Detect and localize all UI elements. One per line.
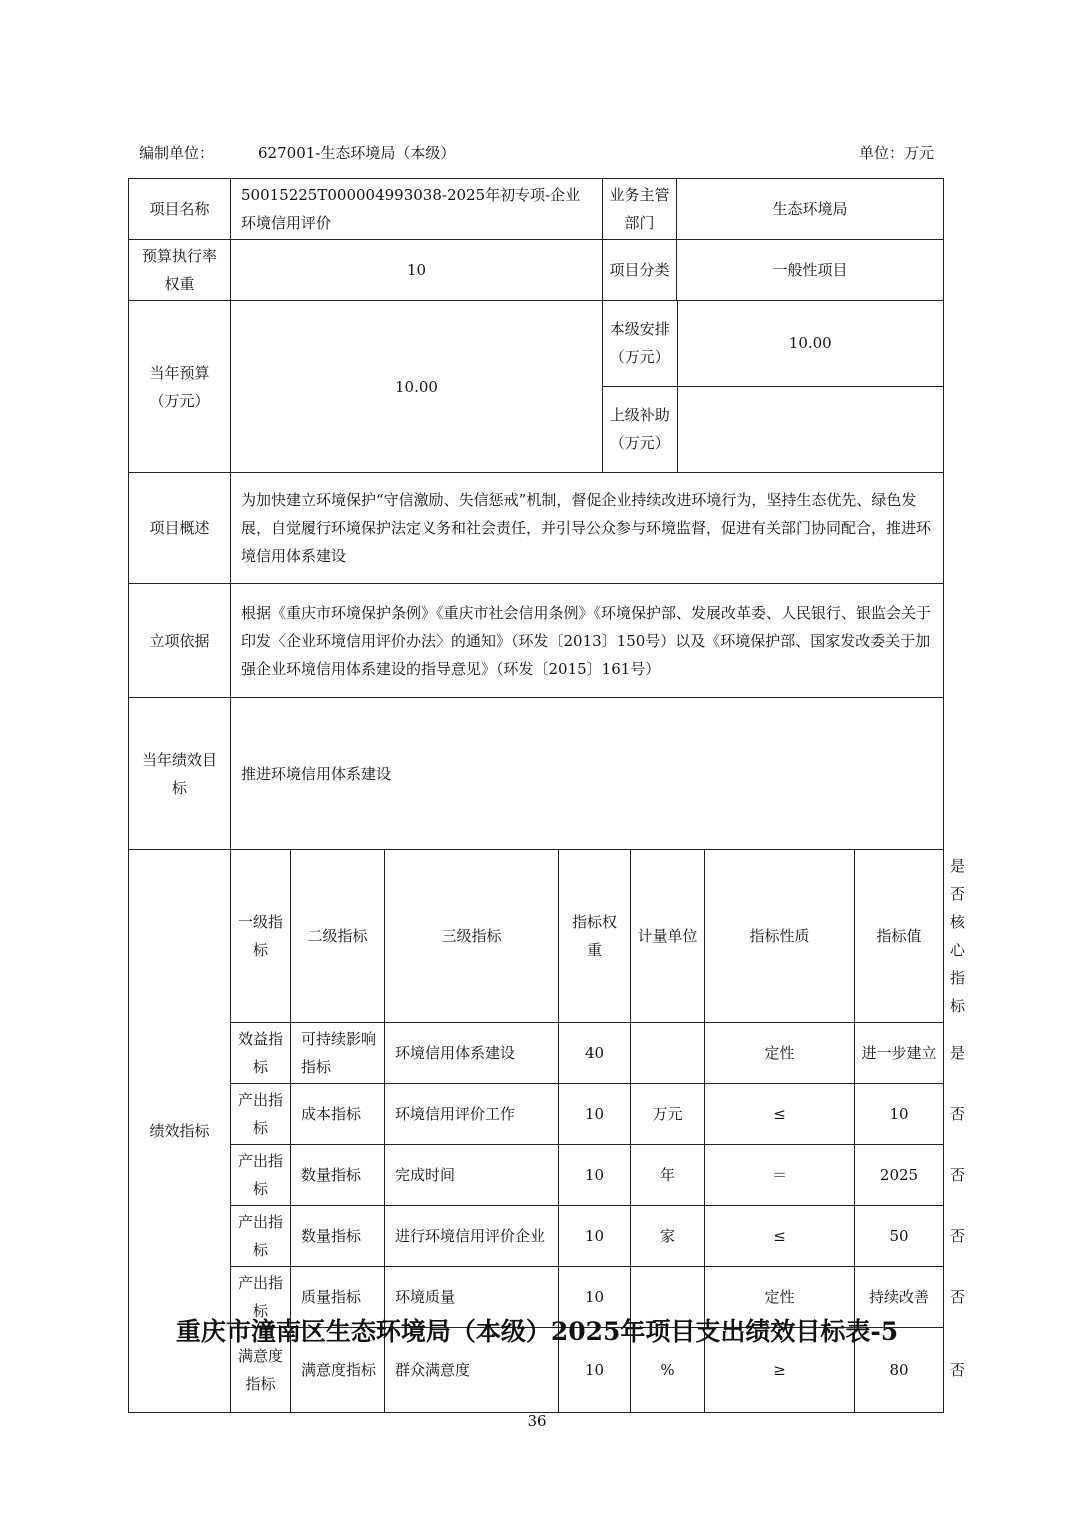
level2-cell: 成本指标 xyxy=(291,1084,385,1145)
level3-cell: 完成时间 xyxy=(385,1145,559,1206)
table-row: 满意度指标 满意度指标 群众满意度 10 % ≥ 80 否 xyxy=(129,1328,944,1413)
unit-cell xyxy=(631,1023,705,1084)
compiling-unit-label: 编制单位： xyxy=(139,144,215,162)
nature-cell: ≤ xyxy=(705,1206,855,1267)
value-cell: 进一步建立 xyxy=(855,1023,944,1084)
overview-value: 为加快建立环境保护“守信激励、失信惩戒”机制，督促企业持续改进环境行为，坚持生态优先、绿色发展，自觉履行环境保护法定义务和社会责任，并引导公众参与环境监督，促进有关部门协同配合，推进环境信用体系建设 xyxy=(231,473,944,584)
table-row: 产出指标 成本指标 环境信用评价工作 10 万元 ≤ 10 否 xyxy=(129,1084,944,1145)
level1-cell: 产出指标 xyxy=(231,1267,291,1328)
table-row: 效益指标 可持续影响指标 环境信用体系建设 40 定性 进一步建立 是 xyxy=(129,1023,944,1084)
value-cell: 持续改善 xyxy=(855,1267,944,1328)
page-number: 36 xyxy=(527,1412,547,1430)
value-cell: 80 xyxy=(855,1328,944,1413)
project-name-label: 项目名称 xyxy=(129,179,231,240)
compiling-unit-value: 627001-生态环境局（本级） xyxy=(258,144,456,162)
unit-cell: 年 xyxy=(631,1145,705,1206)
weight-cell: 10 xyxy=(559,1084,631,1145)
weight-cell: 10 xyxy=(559,1267,631,1328)
weight-label: 预算执行率权重 xyxy=(129,240,231,301)
goal-value: 推进环境信用体系建设 xyxy=(231,698,944,850)
budget-breakdown xyxy=(603,301,943,472)
level2-cell: 质量指标 xyxy=(291,1267,385,1328)
budget-label: 当年预算（万元） xyxy=(129,301,231,473)
level3-cell: 进行环境信用评价企业 xyxy=(385,1206,559,1267)
unit-cell: % xyxy=(631,1328,705,1413)
header-level2: 二级指标 xyxy=(291,850,385,1023)
overview-label: 项目概述 xyxy=(129,473,231,584)
dept-value: 生态环境局 xyxy=(677,179,944,240)
level2-cell: 满意度指标 xyxy=(291,1328,385,1413)
value-cell: 10 xyxy=(855,1084,944,1145)
project-name-value: 50015225T000004993038-2025年初专项-企业环境信用评价 xyxy=(231,179,603,240)
unit-cell: 家 xyxy=(631,1206,705,1267)
weight-value: 10 xyxy=(231,240,603,301)
level3-cell: 环境信用体系建设 xyxy=(385,1023,559,1084)
level3-cell: 环境信用评价工作 xyxy=(385,1084,559,1145)
table-row: 产出指标 数量指标 完成时间 10 年 ＝ 2025 否 xyxy=(129,1145,944,1206)
header-weight: 指标权重 xyxy=(559,850,631,1023)
basis-label: 立项依据 xyxy=(129,584,231,698)
nature-cell: ＝ xyxy=(705,1145,855,1206)
dept-label: 业务主管部门 xyxy=(603,179,677,240)
level1-cell: 效益指标 xyxy=(231,1023,291,1084)
subsidy-value xyxy=(677,386,943,472)
budget-value: 10.00 xyxy=(231,301,603,473)
weight-cell: 10 xyxy=(559,1328,631,1413)
nature-cell: ≤ xyxy=(705,1084,855,1145)
header-unit: 计量单位 xyxy=(631,850,705,1023)
table-row: 产出指标 数量指标 进行环境信用评价企业 10 家 ≤ 50 否 xyxy=(129,1206,944,1267)
category-value: 一般性项目 xyxy=(677,240,944,301)
goal-label: 当年绩效目标 xyxy=(129,698,231,850)
page-title: 重庆市潼南区生态环境局（本级）2025年项目支出绩效目标表-5 xyxy=(175,1317,899,1346)
nature-cell: 定性 xyxy=(705,1023,855,1084)
header-level3: 三级指标 xyxy=(385,850,559,1023)
level2-cell: 数量指标 xyxy=(291,1206,385,1267)
category-label: 项目分类 xyxy=(603,240,677,301)
weight-cell: 10 xyxy=(559,1145,631,1206)
weight-cell: 10 xyxy=(559,1206,631,1267)
level1-cell: 产出指标 xyxy=(231,1145,291,1206)
weight-cell: 40 xyxy=(559,1023,631,1084)
value-cell: 2025 xyxy=(855,1145,944,1206)
level1-cell: 产出指标 xyxy=(231,1084,291,1145)
local-budget-value: 10.00 xyxy=(677,301,943,386)
header-value: 指标值 xyxy=(855,850,944,1023)
nature-cell: ≥ xyxy=(705,1328,855,1413)
indicators-section-label: 绩效指标 xyxy=(129,850,231,1413)
level3-cell: 群众满意度 xyxy=(385,1328,559,1413)
value-cell: 50 xyxy=(855,1206,944,1267)
nature-cell: 定性 xyxy=(705,1267,855,1328)
performance-target-table: 项目名称 50015225T000004993038-2025年初专项-企业环境信用评价 业务主管部门 生态环境局 预算执行率权重 10 项目分类 一般性项目 当年预算（万元） 10.00 本级安排（万元） 10.00 上级补助（万元） 项目概述 为加快建立环境保护“守信激励、失信惩戒”机制，督促企业持续改进环境行为，坚持生态优先、绿色发展，自觉履行环境保护法定义务和社会责任，并引导公众参与环境监督，促进有关部门协同配合，推进环境信用体系建设 立项依据 根据《重庆市环境保护条例》《重庆市社会信用条例》《环境保护部、发展改革委、人民银行、银监会关于印发〈企业环境信用评价办法〉的通知》（环发〔2013〕150号）以及《环境保护部、国家发改委关于加强企业环境信用体系建设的指导意见》（环发〔2015〕161号） 当年绩效目标 推进环境信用体系建设 绩效指标 一级指标 二级指标 三级指标 指标权重 计量单位 指标性质 指标值 是否核心指标 效益指标 可持续影响指标 环境信用体系建设 40 定性 进一步建立 是 产出指标 成本指标 环境信用评价工作 10 万元 ≤ 10 否 产出指标 数量指标 完成时间 10 年 ＝ 2025 否 产出指标 数量指标 进行环境信用评价企业 10 家 ≤ 50 否 产出指标 质量指标 环境质量 10 定性 持续改善 否 满意度指标 满意度指标 群众满意度 10 % ≥ 80 否 xyxy=(128,178,944,1413)
compiling-unit xyxy=(139,142,455,164)
header-level1: 一级指标 xyxy=(231,850,291,1023)
basis-value: 根据《重庆市环境保护条例》《重庆市社会信用条例》《环境保护部、发展改革委、人民银行、银监会关于印发〈企业环境信用评价办法〉的通知》（环发〔2013〕150号）以及《环境保护部、国家发改委关于加强企业环境信用体系建设的指导意见》（环发〔2015〕161号） xyxy=(231,584,944,698)
currency-unit: 单位：万元 xyxy=(858,144,934,162)
subsidy-label: 上级补助（万元） xyxy=(603,386,677,472)
level3-cell: 环境质量 xyxy=(385,1267,559,1328)
level2-cell: 数量指标 xyxy=(291,1145,385,1206)
level1-cell: 产出指标 xyxy=(231,1206,291,1267)
header-nature: 指标性质 xyxy=(705,850,855,1023)
level1-cell: 满意度指标 xyxy=(231,1328,291,1413)
unit-cell: 万元 xyxy=(631,1084,705,1145)
table-row: 产出指标 质量指标 环境质量 10 定性 持续改善 否 xyxy=(129,1267,944,1328)
level2-cell: 可持续影响指标 xyxy=(291,1023,385,1084)
local-budget-label: 本级安排（万元） xyxy=(603,301,677,386)
